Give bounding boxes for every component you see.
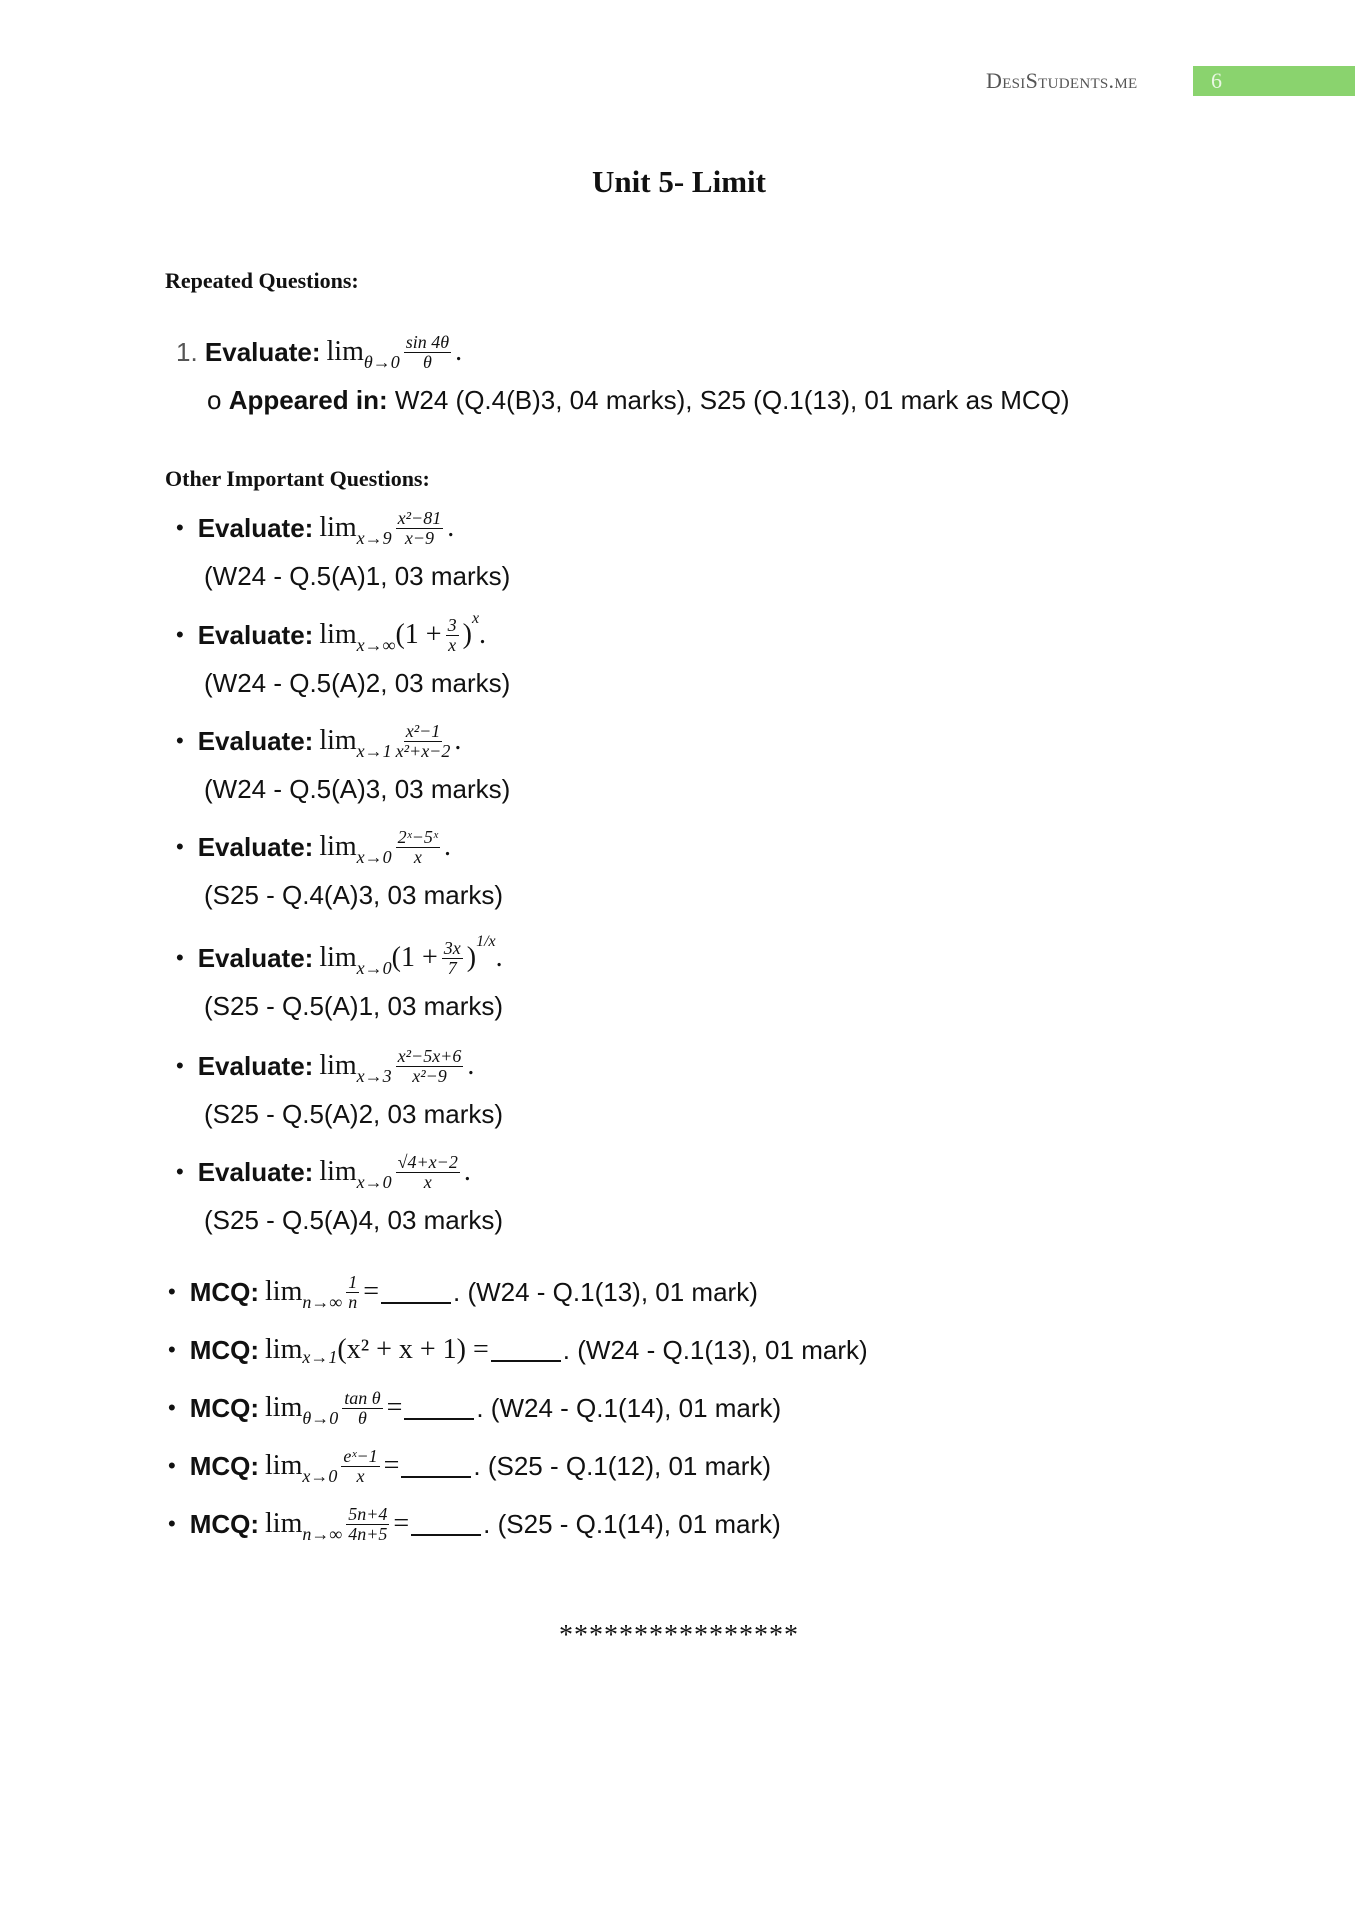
bullet-icon: •	[168, 1279, 176, 1304]
fraction-denominator: x−9	[404, 527, 434, 548]
math-text: lim	[319, 1050, 357, 1081]
repeated-questions-heading: Repeated Questions:	[165, 268, 359, 293]
question-reference: (S25 - Q.5(A)4, 03 marks)	[204, 1204, 504, 1235]
mcq-item	[168, 1499, 781, 1549]
math-text: (1 +	[395, 619, 442, 650]
fraction-numerator: 2ˣ−5ˣ	[397, 826, 438, 847]
question-label: Evaluate:	[204, 336, 321, 367]
bullet-icon: •	[168, 1511, 176, 1536]
question-label: Evaluate:	[197, 831, 314, 862]
answer-blank	[381, 1280, 451, 1304]
math-text: .	[454, 725, 462, 756]
other-questions-heading: Other Important Questions:	[165, 466, 430, 491]
fraction-numerator: 5n+4	[348, 1503, 388, 1524]
math-fraction	[442, 939, 463, 978]
math-expression	[319, 609, 487, 656]
math-expression	[265, 1505, 483, 1544]
math-expression	[319, 932, 503, 979]
math-text: lim	[265, 1276, 303, 1307]
math-text: .	[495, 942, 503, 973]
math-expression	[265, 1334, 563, 1366]
math-text: .	[479, 619, 487, 650]
bullet-icon: •	[176, 1053, 184, 1078]
bullet-icon: •	[176, 728, 184, 753]
appeared-label: Appeared in:	[228, 384, 388, 415]
math-text: lim	[265, 1450, 303, 1481]
fraction-numerator: tan θ	[344, 1387, 381, 1408]
math-text: lim	[265, 1392, 303, 1423]
bullet-icon: •	[176, 945, 184, 970]
math-expression	[327, 333, 463, 372]
question-reference: (W24 - Q.5(A)1, 03 marks)	[204, 560, 511, 591]
question-label: Evaluate:	[197, 1156, 314, 1187]
math-subscript: x→0	[356, 847, 392, 868]
math-expression	[319, 509, 454, 548]
math-text: lim	[319, 831, 357, 862]
math-text: .	[455, 336, 463, 367]
other-question-item	[176, 1041, 474, 1091]
question-label: Evaluate:	[197, 512, 314, 543]
appeared-text: W24 (Q.4(B)3, 04 marks), S25 (Q.1(13), 01 mark as MCQ)	[394, 384, 1070, 415]
appeared-in-line	[207, 375, 1070, 425]
fraction-numerator: eˣ−1	[343, 1445, 378, 1466]
fraction-denominator: x	[356, 1465, 365, 1486]
math-subscript: x→9	[356, 528, 392, 549]
fraction-numerator: √4+x−2	[397, 1151, 458, 1172]
answer-blank	[411, 1512, 481, 1536]
other-question-item	[176, 610, 486, 660]
math-fraction	[396, 1153, 460, 1192]
fraction-numerator: 1	[348, 1271, 358, 1292]
mcq-reference: . (S25 - Q.1(14), 01 mark)	[483, 1508, 781, 1539]
question-label: Evaluate:	[197, 619, 314, 650]
mcq-label: MCQ:	[189, 1508, 260, 1539]
math-text: lim	[319, 512, 357, 543]
math-fraction	[446, 616, 459, 655]
math-expression	[319, 1153, 471, 1192]
math-subscript: n→∞	[302, 1292, 343, 1313]
math-expression	[319, 722, 461, 761]
math-text: )	[462, 619, 472, 650]
math-expression	[319, 828, 451, 867]
bullet-icon: •	[176, 834, 184, 859]
question-label: Evaluate:	[197, 942, 314, 973]
mcq-label: MCQ:	[189, 1334, 260, 1365]
math-text: =	[363, 1276, 380, 1307]
math-text: )	[466, 942, 477, 973]
bullet-icon: •	[176, 622, 184, 647]
math-text: (x² + x + 1) =	[337, 1334, 489, 1365]
mcq-reference: . (W24 - Q.1(14), 01 mark)	[476, 1392, 782, 1423]
math-text: .	[463, 1156, 471, 1187]
mcq-reference: . (W24 - Q.1(13), 01 mark)	[453, 1276, 758, 1307]
mcq-label: MCQ:	[189, 1450, 260, 1481]
math-text: =	[393, 1508, 410, 1539]
fraction-denominator: x²−9	[412, 1065, 447, 1086]
math-text: =	[386, 1392, 403, 1423]
math-text: (1 +	[391, 942, 438, 973]
page-number-box	[1193, 66, 1355, 96]
answer-blank	[491, 1338, 561, 1362]
math-fraction	[342, 1389, 382, 1428]
fraction-numerator: 3	[447, 614, 457, 635]
math-subscript: θ→0	[302, 1408, 339, 1429]
math-expression	[265, 1273, 453, 1312]
page-title: Unit 5- Limit	[592, 164, 766, 199]
math-fraction	[396, 1047, 464, 1086]
fraction-numerator: x²−5x+6	[397, 1045, 462, 1066]
mcq-reference: . (W24 - Q.1(13), 01 mark)	[562, 1334, 868, 1365]
mcq-item	[168, 1441, 771, 1491]
math-fraction	[346, 1505, 389, 1544]
bullet-icon: •	[168, 1453, 176, 1478]
fraction-denominator: θ	[422, 351, 432, 372]
other-question-item	[176, 822, 451, 872]
math-fraction	[396, 828, 440, 867]
question-reference: (S25 - Q.5(A)1, 03 marks)	[204, 990, 504, 1021]
other-question-item	[176, 933, 503, 983]
fraction-numerator: x²−81	[397, 507, 442, 528]
math-expression	[319, 1047, 474, 1086]
math-text: lim	[319, 725, 357, 756]
math-subscript: x→0	[356, 958, 392, 979]
fraction-numerator: sin 4θ	[405, 331, 450, 352]
math-subscript: x→0	[302, 1466, 338, 1487]
fraction-numerator: 3x	[443, 937, 461, 958]
math-superscript: 1/x	[476, 932, 496, 950]
math-superscript: x	[471, 609, 480, 627]
math-fraction	[341, 1447, 379, 1486]
fraction-denominator: x	[413, 846, 422, 867]
fraction-denominator: 4n+5	[348, 1523, 388, 1544]
fraction-denominator: x	[448, 634, 457, 655]
question-reference: (S25 - Q.5(A)2, 03 marks)	[204, 1098, 504, 1129]
math-expression	[265, 1447, 473, 1486]
brand-name: DesiStudents.me	[986, 68, 1138, 93]
mcq-item	[168, 1383, 781, 1433]
other-question-item	[176, 716, 461, 766]
question-reference: (S25 - Q.4(A)3, 03 marks)	[204, 879, 504, 910]
other-question-item	[176, 1147, 471, 1197]
bullet-icon: •	[168, 1337, 176, 1362]
answer-blank	[404, 1396, 474, 1420]
math-expression	[265, 1389, 476, 1428]
math-subscript: n→∞	[302, 1524, 343, 1545]
fraction-denominator: θ	[357, 1407, 367, 1428]
mcq-item	[168, 1267, 758, 1317]
repeated-question-1	[176, 327, 462, 377]
bullet-icon: •	[168, 1395, 176, 1420]
bullet-icon: •	[176, 1159, 184, 1184]
question-reference: (W24 - Q.5(A)3, 03 marks)	[204, 773, 511, 804]
answer-blank	[401, 1454, 471, 1478]
math-subscript: x→3	[356, 1066, 392, 1087]
page-number: 6	[1211, 68, 1222, 93]
math-text: .	[447, 512, 455, 543]
list-number: 1.	[176, 336, 198, 367]
math-text: =	[383, 1450, 400, 1481]
question-reference: (W24 - Q.5(A)2, 03 marks)	[204, 667, 511, 698]
question-label: Evaluate:	[197, 1050, 314, 1081]
end-separator: ****************	[559, 1620, 799, 1651]
fraction-denominator: x	[423, 1171, 432, 1192]
math-text: lim	[265, 1334, 303, 1365]
question-label: Evaluate:	[197, 725, 314, 756]
fraction-denominator: 7	[447, 957, 457, 978]
math-text: .	[467, 1050, 475, 1081]
mcq-reference: . (S25 - Q.1(12), 01 mark)	[473, 1450, 772, 1481]
math-text: lim	[265, 1508, 303, 1539]
mcq-label: MCQ:	[189, 1276, 260, 1307]
math-subscript: θ→0	[363, 352, 400, 373]
sub-bullet: o	[207, 384, 222, 415]
bullet-icon: •	[176, 515, 184, 540]
math-fraction	[396, 722, 451, 761]
math-text: lim	[326, 336, 364, 367]
math-subscript: x→0	[356, 1172, 392, 1193]
math-subscript: x→1	[356, 741, 392, 762]
math-text: .	[443, 831, 451, 862]
math-fraction	[396, 509, 444, 548]
math-fraction	[346, 1273, 359, 1312]
math-text: lim	[319, 942, 357, 973]
math-text: lim	[319, 619, 357, 650]
math-subscript: x→∞	[356, 635, 396, 656]
mcq-label: MCQ:	[189, 1392, 260, 1423]
other-question-item	[176, 503, 454, 553]
fraction-denominator: n	[348, 1291, 358, 1312]
math-subscript: x→1	[302, 1347, 338, 1367]
fraction-numerator: x²−1	[405, 720, 441, 741]
fraction-denominator: x²+x−2	[395, 740, 451, 761]
math-text: lim	[319, 1156, 357, 1187]
math-fraction	[404, 333, 451, 372]
mcq-item	[168, 1325, 868, 1375]
